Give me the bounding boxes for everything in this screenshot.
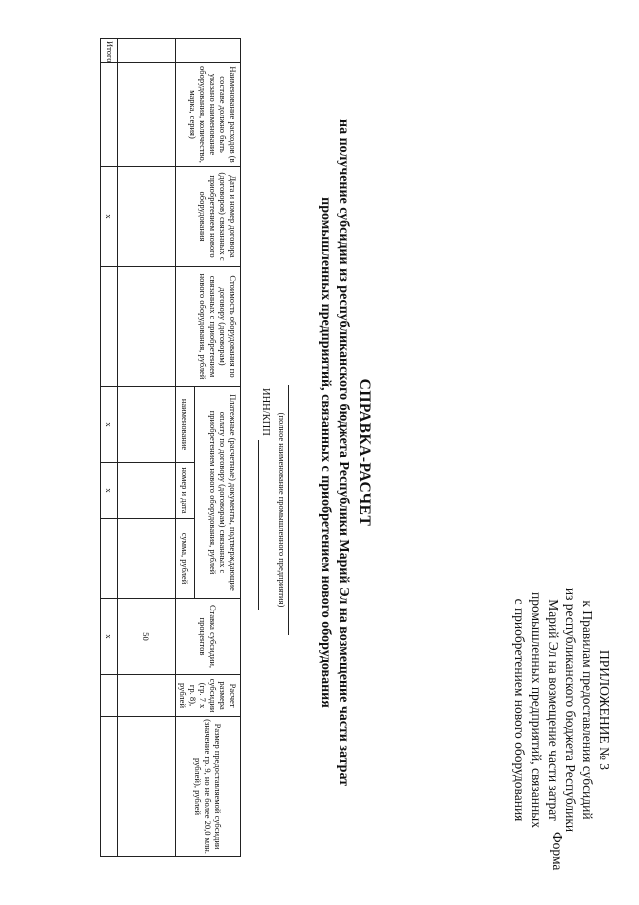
form-label: Форма	[550, 832, 565, 871]
header-payment-documents: Платежные (расчетные) документы, подтверждающие оплату по договору (договорам) связанных с приобретением нового оборудования, рублей	[195, 387, 241, 599]
header-subsidy-calc: Расчет размера субсидии (гр. 7 х гр. 8), рублей	[176, 675, 241, 717]
data-cell	[118, 675, 176, 717]
appendix-number: ПРИЛОЖЕНИЕ № 3	[597, 649, 612, 771]
data-cell	[118, 717, 176, 857]
table-total-row	[101, 39, 118, 857]
document-subtitle-line1: на получение субсидии из республиканского бюджета Республики Марий Эл на возмещение части затрат	[336, 119, 351, 786]
header-payment-number-date: номер и дата	[176, 463, 196, 519]
total-cell	[101, 675, 118, 717]
document-subtitle-line2: промышленных предприятий, связанных с приобретением нового оборудования	[318, 197, 333, 708]
appendix-line: к Правилам предоставления субсидий	[580, 600, 595, 820]
data-cell	[118, 519, 176, 599]
appendix-line: с приобретением нового оборудования	[512, 598, 527, 822]
appendix-line: Марий Эл на возмещение части затрат	[546, 599, 561, 821]
header-subsidy-rate: Ставка субсидии, процентов	[176, 599, 241, 675]
enterprise-name-caption: (полное наименование промышленного предприятия)	[277, 412, 287, 608]
header-payment-name: наименование	[176, 387, 196, 463]
header-equipment-cost: Стоимость оборудования по договору (договорам) связанных с приобретением нового оборудования, рублей	[176, 267, 241, 387]
header-contract-date-number: Дата и номер договора (договоров) связанных с приобретением нового оборудования	[176, 167, 241, 267]
data-cell	[118, 267, 176, 387]
enterprise-name-line	[288, 385, 289, 635]
appendix-line: из республиканского бюджета Республики	[563, 587, 578, 833]
data-cell	[118, 387, 176, 463]
header-cell-empty	[176, 39, 241, 63]
header-expense-name: Наименование расходов (в составе должно быть указано наименование оборудования, количество, марка, серия)	[176, 63, 241, 167]
header-payment-sum: сумма, рублей	[176, 519, 196, 599]
total-cell	[101, 267, 118, 387]
data-cell	[118, 63, 176, 167]
inn-kpp-label: ИНН/КПП	[260, 388, 271, 436]
total-cell	[101, 63, 118, 167]
rate-value-cell: 50	[118, 599, 176, 675]
x-mark-cell: х	[101, 599, 118, 675]
calculation-table	[100, 38, 241, 857]
appendix-line: промышленных предприятий, связанных	[529, 591, 544, 828]
document-title: СПРАВКА-РАСЧЕТ	[356, 378, 373, 527]
total-cell	[101, 717, 118, 857]
table-data-row	[118, 39, 176, 857]
data-cell	[118, 463, 176, 519]
table-header-row	[195, 39, 241, 857]
total-label: Итого	[101, 39, 118, 63]
appendix-block	[511, 540, 613, 880]
data-cell	[118, 167, 176, 267]
x-mark-cell: х	[101, 167, 118, 267]
data-cell	[118, 39, 176, 63]
header-subsidy-amount: Размер предоставляемой субсидии (значение гр. 9, но не более 20,0 млн. рублей), рублей	[176, 717, 241, 857]
x-mark-cell: х	[101, 387, 118, 463]
x-mark-cell: х	[101, 463, 118, 519]
inn-kpp-line	[258, 440, 259, 610]
total-cell	[101, 519, 118, 599]
